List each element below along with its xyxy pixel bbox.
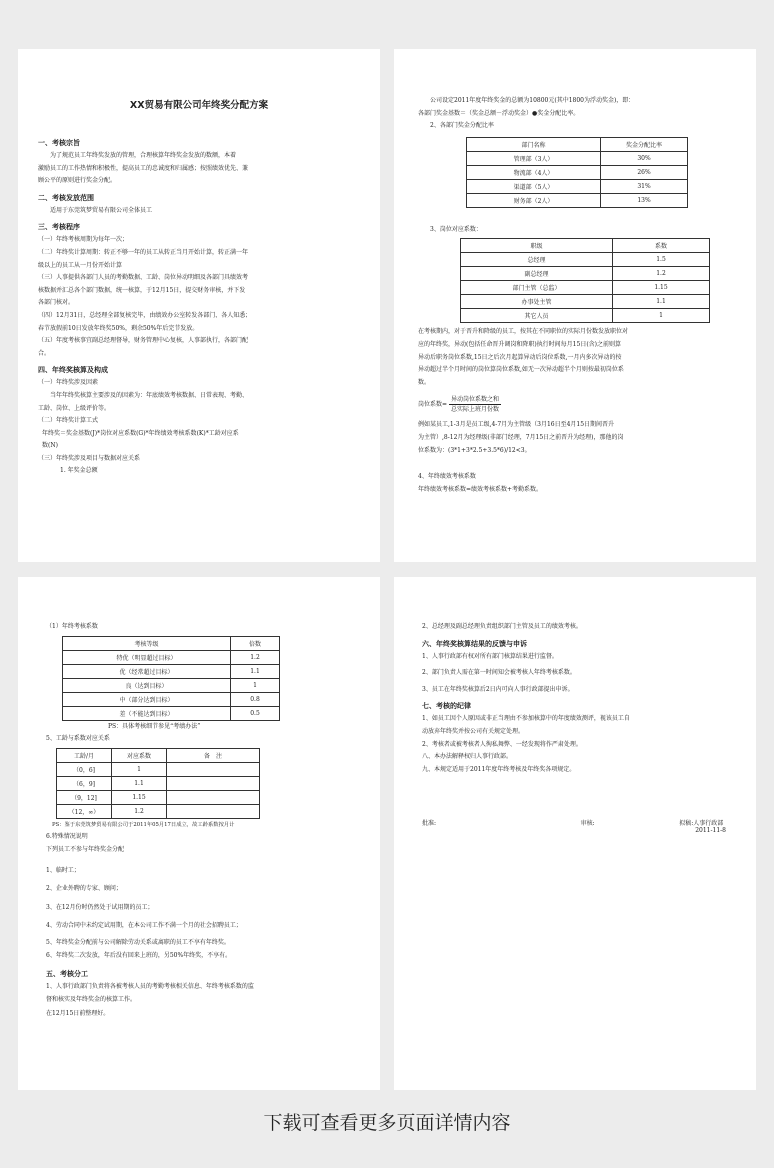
table-cell xyxy=(167,804,260,818)
document-page-1 xyxy=(18,49,380,562)
paragraph-line: 动放弃年终奖并按公司有关规定处理。 xyxy=(422,727,525,735)
table-cell: （9，12] xyxy=(57,790,112,804)
list-item: 1、临时工； xyxy=(46,866,80,874)
paragraph-line: 1、如员工因个人原因或非正当理由不参加核算中的年度绩效测评，视该员工自 xyxy=(422,715,630,723)
table-header-cell: 备 注 xyxy=(167,748,260,762)
table-cell: （12，∞） xyxy=(57,804,112,818)
table-cell: 1.1 xyxy=(231,664,280,678)
paragraph-line: 在考核期内，对于晋升和降级的员工，按其在不同职位的实际月份数发放职位对 xyxy=(418,328,629,336)
table-cell: 优（经常超过目标） xyxy=(63,664,231,678)
table-row xyxy=(57,762,260,776)
paragraph-line: （五）年度考核事宜副总经理督导，财务管理中心复核，人事部执行，各部门配 xyxy=(38,337,249,345)
section-heading: 五、考核分工 xyxy=(46,970,88,979)
table-row xyxy=(467,193,688,207)
list-item: 3、员工在年终奖核算后2日内可向人事行政部提出申诉。 xyxy=(422,685,574,693)
table-cell: 1.1 xyxy=(112,776,167,790)
table-row xyxy=(467,151,688,165)
list-item: 6、年终奖二次发放，年后没有回来上班的，另50%年终奖，不享有。 xyxy=(46,951,232,959)
list-item: 1、人事行政部有权对所有部门核算结果进行监督。 xyxy=(422,652,558,660)
table-cell: 财务部（2人） xyxy=(467,193,601,207)
paragraph-line: 核数据并汇总各个部门数据，统一核算，于12月15日，提交财务审核，并下发 xyxy=(38,286,246,294)
table-header-cell: 部门名称 xyxy=(467,137,601,151)
table-cell: 1.5 xyxy=(613,253,710,267)
table-cell: 物流部（4人） xyxy=(467,165,601,179)
table-header-cell: 工龄/月 xyxy=(57,748,112,762)
paragraph-line: 2、考核者或被考核者人徇私舞弊、一经发现将作严肃处理。 xyxy=(422,740,582,748)
paragraph-line: 4、年终绩效考核系数 xyxy=(418,473,476,481)
paragraph-line: （三）年终奖涉及项目与数据对应关系 xyxy=(38,454,141,462)
table-header-row xyxy=(461,239,710,253)
signature-row xyxy=(422,818,736,834)
table-cell: 中（部分达到目标） xyxy=(63,692,231,706)
list-item: 5、年终奖金分配前与公司解除劳动关系或离职的员工不享有年终奖。 xyxy=(46,938,230,946)
table-cell: 1 xyxy=(112,762,167,776)
table-cell: 1.15 xyxy=(112,790,167,804)
list-item: 2、部门负责人需在第一时间知会被考核人年终考核系数。 xyxy=(422,669,576,677)
table-cell: 1.1 xyxy=(613,295,710,309)
table-header-cell: 奖金分配比率 xyxy=(601,137,688,151)
table-row xyxy=(461,309,710,323)
table-row xyxy=(57,804,260,818)
paragraph-line: 2、总经理及副总经理负责组织部门主管及员工的绩效考核。 xyxy=(422,623,582,630)
table-row xyxy=(63,650,280,664)
paragraph-line: 公司设定2011年度年终奖金的总额为10800元(其中1800为浮动奖金)，即： xyxy=(430,97,635,104)
paragraph-line: 下列员工不参与年终奖金分配 xyxy=(46,845,125,853)
paragraph-line: 为主管）,8-12月为经理级(非部门经理，7月15日之前晋升为经理)，那他的岗 xyxy=(418,433,624,441)
table-row xyxy=(461,295,710,309)
formula-denominator: 总实际上班月份数 xyxy=(450,406,499,414)
download-caption[interactable]: 下载可查看更多页面详情内容 xyxy=(263,1112,511,1134)
paragraph-line: 当年年终奖核算主要涉及的因素为：年底绩效考核数据、日常表现、考勤、 xyxy=(50,391,249,399)
table-cell: 13% xyxy=(601,193,688,207)
formula-fraction xyxy=(449,395,501,414)
paragraph-line: （三）人事提供各部门人员的考勤数据、工龄、岗位异动明细及各部门具绩效考 xyxy=(38,274,249,282)
table-row xyxy=(63,692,280,706)
table-cell: （0，6] xyxy=(57,762,112,776)
paragraph-line: 工龄、岗位、上级评价等。 xyxy=(38,404,111,412)
list-item: 3、在12月份时仍然处于试用期的员工； xyxy=(46,903,154,911)
table-footnote: PS：具体考核细节参见“考绩办法” xyxy=(108,722,201,730)
table-cell xyxy=(167,762,260,776)
table-cell: 1 xyxy=(613,309,710,323)
table-cell: 管理部（3人） xyxy=(467,151,601,165)
section-heading: 七、考核的纪律 xyxy=(422,702,471,711)
formula-line: 年终奖＝奖金基数(J)*岗位对应系数(G)*年终绩效考核系数(K)*工龄对应系 xyxy=(42,429,239,437)
paragraph-line: 例如某员工,1-3月是员工级,4-7月为主管级（3月16日至4月15日期间晋升 xyxy=(418,421,615,429)
paragraph-line: （二）年终奖计算周期：转正不够一年的员工从转正当月开始计算，转正满一年 xyxy=(38,248,249,256)
table-cell: 其它人员 xyxy=(461,309,613,323)
table-cell: 渠道部（5人） xyxy=(467,179,601,193)
paragraph-line: 级以上的员工从一月份开始计算 xyxy=(38,261,123,269)
paragraph-line: 应的年终奖，异动(包括任命晋升调岗和降职)执行时间每月15日(含)之前则算 xyxy=(418,340,621,348)
table-cell: 部门主管（总监） xyxy=(461,281,613,295)
paragraph-line: 1、人事行政部门负责将各被考核人员的考勤考核相关信息、年终考核系数的监 xyxy=(46,983,254,991)
table-header-cell: 职级 xyxy=(461,239,613,253)
paragraph-line: 顾公平的原则进行奖金分配。 xyxy=(38,177,117,185)
table-cell: 30% xyxy=(601,151,688,165)
table-cell: 0.8 xyxy=(231,692,280,706)
paragraph-line: 合。 xyxy=(38,349,51,357)
table-cell: 1.15 xyxy=(613,281,710,295)
grade-multiplier-table xyxy=(62,636,280,721)
paragraph-line: 督和核实及年终奖金的核算工作。 xyxy=(46,995,137,1003)
paragraph-line: 位系数为：(3*1+3*2.5+3.5*6)/12<3。 xyxy=(418,446,531,454)
table-row xyxy=(63,664,280,678)
list-item: 4、劳动合同中未约定试用期，在本公司工作不满一个月的社会招聘员工； xyxy=(46,922,242,930)
table-cell: 副总经理 xyxy=(461,267,613,281)
table-cell: 1 xyxy=(231,678,280,692)
seniority-coef-table xyxy=(56,748,260,819)
section-heading: 六、年终奖核算结果的反馈与申诉 xyxy=(422,639,527,648)
table-row xyxy=(467,179,688,193)
review-label: 审核: xyxy=(580,820,595,828)
section-heading: 三、考核程序 xyxy=(38,223,80,232)
paragraph-line: 年终绩效考核系数=绩效考核系数+考勤系数。 xyxy=(418,485,543,493)
table-cell: 总经理 xyxy=(461,253,613,267)
approve-label: 批准: xyxy=(422,820,437,828)
table-header-cell: 系数 xyxy=(613,239,710,253)
paragraph-line: 激励员工的工作热情和积极性，提高员工的忠诚度和归属感；按照绩效优先、兼 xyxy=(38,164,249,172)
table-row xyxy=(57,790,260,804)
paragraph-line: 1. 年奖金总额 xyxy=(60,467,98,475)
table-row xyxy=(461,281,710,295)
table-cell: 特优（明显超过目标） xyxy=(63,650,231,664)
table-row xyxy=(467,165,688,179)
draft-label: 拟稿:人事行政部 xyxy=(679,820,724,828)
position-coef-table xyxy=(460,238,710,323)
list-item: 2、企业外聘的专家、顾问； xyxy=(46,885,122,893)
paragraph-line: （二）年终奖计算工式 xyxy=(38,417,99,425)
table-header-row xyxy=(57,748,260,762)
table-header-row xyxy=(467,137,688,151)
paragraph-line: （四）12月31日，总经理全部复核完毕，由绩效办公室转发各部门、各人知悉； xyxy=(38,311,252,319)
position-coef-formula xyxy=(418,395,736,415)
section-heading: 四、年终奖核算及构成 xyxy=(38,366,108,375)
formula-numerator: 异动岗位系数之和 xyxy=(450,396,499,404)
table-header-cell: 对应系数 xyxy=(112,748,167,762)
table-footnote: PS：鉴于东莞筑梦贸易有限公司于2011年05月17日成立，故工龄系数按月计 xyxy=(52,821,235,828)
table-row xyxy=(461,253,710,267)
paragraph-line: 为了规范员工年终奖发放的管理，合理核算年终奖金发放的数额，本着 xyxy=(50,152,237,159)
draft-date: 2011-11-8 xyxy=(695,827,726,835)
paragraph-line: 八、本办法解释权归人事行政部。 xyxy=(422,753,513,761)
table-cell: 办事处主管 xyxy=(461,295,613,309)
paragraph-line: 九、本规定适用于2011年度年终考核及年终奖各项规定。 xyxy=(422,765,576,773)
paragraph-line: 5、工龄与系数对应关系 xyxy=(46,735,110,743)
paragraph-line: 各部门核对。 xyxy=(38,299,75,307)
table-row xyxy=(63,706,280,720)
paragraph-line: 6.特殊情况说明 xyxy=(46,833,88,841)
table-cell: （6，9] xyxy=(57,776,112,790)
paragraph-line: （一）年终奖涉及因素 xyxy=(38,379,99,387)
table-row xyxy=(57,776,260,790)
formula-label: 岗位系数= xyxy=(418,401,448,409)
paragraph-line: 在12月15日前整理好。 xyxy=(46,1010,110,1018)
table-header-cell: 考核等级 xyxy=(63,636,231,650)
draft-block xyxy=(679,818,726,834)
table-header-cell: 倍数 xyxy=(231,636,280,650)
paragraph-line: 适用于东莞筑梦贸易有限公司全体员工 xyxy=(50,206,153,214)
section-heading: 二、考核发放范围 xyxy=(38,193,94,202)
section-heading: 一、考核宗旨 xyxy=(38,139,80,147)
table-header-row xyxy=(63,636,280,650)
paragraph-line: 异动后职务岗位系数,15日之后次月起算异动后岗位系数,一月内多次异动的按 xyxy=(418,353,622,361)
paragraph-line: （一）年终考核周期为每年一次； xyxy=(38,236,129,244)
table-cell: 1.2 xyxy=(613,267,710,281)
table-cell: 0.5 xyxy=(231,706,280,720)
table-cell xyxy=(167,776,260,790)
document-page-2 xyxy=(394,49,756,562)
paragraph-line: 异动超过半个月时间的岗位算岗位系数,如无一次异动超半个月则按最初岗位系 xyxy=(418,366,624,374)
table-cell xyxy=(167,790,260,804)
table-cell: 31% xyxy=(601,179,688,193)
dept-ratio-table xyxy=(466,137,688,208)
paragraph-line: （1）年终考核系数 xyxy=(46,623,98,630)
table-cell: 良（达到目标） xyxy=(63,678,231,692)
formula-line: 数(N) xyxy=(42,442,58,450)
paragraph-line: 各部门奖金基数＝（奖金总额－浮动奖金）●奖金分配比率。 xyxy=(418,109,580,117)
table-row xyxy=(63,678,280,692)
document-page-3 xyxy=(18,577,380,1090)
table-cell: 1.2 xyxy=(231,650,280,664)
paragraph-line: 数。 xyxy=(418,378,431,386)
table-cell: 差（不能达到目标） xyxy=(63,706,231,720)
document-title: XX贸易有限公司年终奖分配方案 xyxy=(129,100,269,111)
table-cell: 26% xyxy=(601,165,688,179)
paragraph-line: 3、岗位对应系数： xyxy=(430,225,482,233)
table-row xyxy=(461,267,710,281)
document-page-4 xyxy=(394,577,756,1090)
paragraph-line: 2、各部门奖金分配比率 xyxy=(430,122,494,130)
table-cell: 1.2 xyxy=(112,804,167,818)
paragraph-line: 春节放假前10日发放年终奖50%，剩余50%年后完节发放。 xyxy=(38,324,199,332)
